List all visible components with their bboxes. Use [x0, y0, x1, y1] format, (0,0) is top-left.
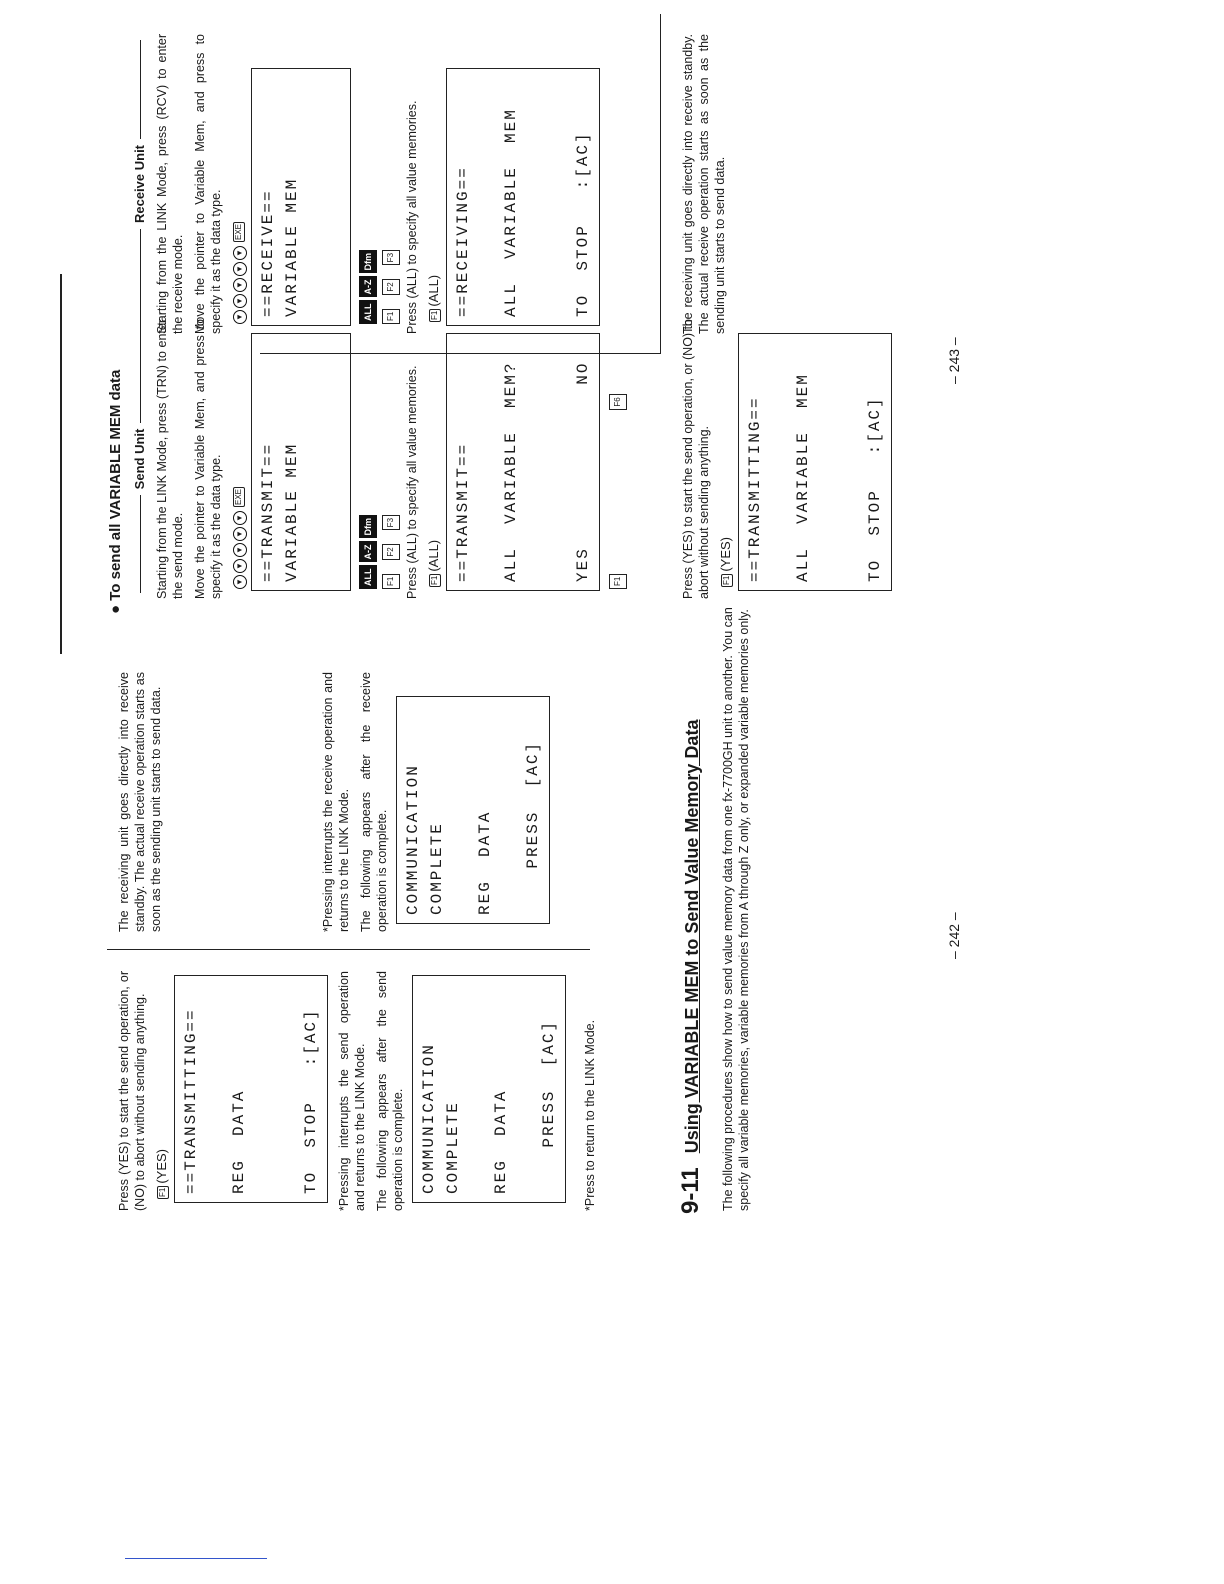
return-link-note: *Press to return to the LINK Mode. [583, 1019, 597, 1211]
receive-softkeys: ALLA-ZDfm [359, 34, 377, 324]
receive-standby-paragraph: The receiving unit goes directly into receive standby. The actual receive operation starts as soon as the sending unit starts to send data. [681, 34, 727, 334]
f1-key-icon: F1 [430, 310, 439, 320]
receive-all-paragraph: Press (ALL) to specify all value memories. [405, 100, 419, 334]
receive-standby-paragraph: The receiving unit goes directly into receive standby. The actual receive operation starts as soon as the sending unit starts to send data. [117, 672, 163, 932]
send-yes-paragraph: Press (YES) to start the send operation, or (NO) to abort without sending anything. [117, 971, 147, 1211]
down-arrow-icon: ▼ [233, 511, 247, 525]
send-all-paragraph: Press (ALL) to specify all value memories. [405, 365, 419, 599]
transmit-confirm-screen: ==TRANSMIT== ALL VARIABLE MEM? YES NO [446, 333, 600, 591]
interrupt-send-note: *Pressing interrupts the send operation and returns to the LINK Mode. [337, 971, 367, 1211]
send-yes-paragraph: Press (YES) to start the send operation, or (NO) to abort without sending anything. [681, 319, 711, 599]
down-arrow-icon: ▼ [233, 527, 247, 541]
left-column-divider [107, 949, 590, 950]
receive-standby-col [680, 34, 734, 334]
send-softkeys: ALLA-ZDfm [359, 319, 377, 589]
interrupt-receive-note: *Pressing interrupts the receive operation and returns to the LINK Mode. [321, 672, 351, 932]
f1-all-step: F1(ALL) [426, 274, 441, 320]
f1-key-icon: F1 [430, 575, 439, 585]
right-page-rule [660, 14, 661, 354]
spacer [170, 672, 320, 932]
section-number: 9-11 [677, 1167, 704, 1214]
transmit-type-screen: ==TRANSMIT== VARIABLE MEM [251, 333, 351, 591]
receive-pointer-paragraph: Move the pointer to Variable Mem, and press to specify it as the data type. [193, 34, 223, 334]
send-unit-col [130, 319, 631, 599]
page-number-243: – 243 – [946, 337, 962, 384]
send-complete-paragraph: The following appears after the send operation is complete. [375, 971, 405, 1211]
send-unit-title: Send Unit [132, 319, 148, 599]
transmitting-screen: ==TRANSMITTING== REG DATA TO STOP :[AC] [174, 975, 328, 1203]
left-col-2 [116, 672, 558, 932]
receive-unit-col [130, 34, 608, 334]
receive-complete-screen: COMMUNICATION COMPLETE REG DATA PRESS [AC] [396, 696, 550, 924]
section-heading [677, 574, 705, 1214]
send-fkeys: F1F2F3 [381, 319, 400, 589]
down-arrow-icon: ▼ [233, 575, 247, 589]
section-title: Using VARIABLE MEM to Send Value Memory Data [682, 719, 702, 1154]
down-arrow-icon: ▼ [233, 278, 247, 292]
bottom-blue-line [125, 1558, 267, 1559]
right-column-divider [260, 353, 660, 354]
exe-key-icon: EXE [234, 488, 243, 505]
send-trn-paragraph: Starting from the LINK Mode, press (TRN) to enter the send mode. [155, 319, 185, 599]
down-arrow-icon: ▼ [233, 294, 247, 308]
receive-fkeys: F1F2F3 [381, 34, 400, 324]
send-pointer-paragraph: Move the pointer to Variable Mem, and press to specify it as the data type. [193, 319, 223, 599]
send-fkeys-2: F1F6 [608, 319, 627, 589]
section-body: The following procedures show how to send value memory data from one fx-7700GH unit to another. You can specify all variable memories, variable memories from A through Z only, or expanded variable memories only. [721, 607, 751, 1211]
down-arrow-icon: ▼ [233, 310, 247, 324]
page-number-242: – 242 – [946, 912, 962, 959]
receive-type-screen: ==RECEIVE== VARIABLE MEM [251, 68, 351, 326]
f1-yes-step: F1(YES) [718, 536, 733, 585]
f1-yes-step: F1(YES) [154, 1148, 169, 1197]
exe-key-icon: EXE [234, 223, 243, 240]
left-col-1 [116, 971, 604, 1211]
transmitting-all-screen: ==TRANSMITTING== ALL VARIABLE MEM TO STOP :[AC] [738, 333, 892, 591]
down-arrow-icon: ▼ [233, 246, 247, 260]
send-yes-col [680, 319, 900, 599]
f1-key-icon: F1 [722, 575, 731, 585]
down-arrow-icon: ▼ [233, 262, 247, 276]
down-arrow-icon: ▼ [233, 543, 247, 557]
f1-key-icon: F1 [158, 1187, 167, 1197]
receive-complete-paragraph: The following appears after the receive operation is complete. [359, 672, 389, 932]
receiving-screen: ==RECEIVING== ALL VARIABLE MEM TO STOP :[AC] [446, 68, 600, 326]
receive-rcv-paragraph: Starting from the LINK Mode, press (RCV) to enter the receive mode. [155, 34, 185, 334]
receive-unit-title: Receive Unit [132, 34, 148, 334]
right-page-heading: ● To send all VARIABLE MEM data [107, 369, 124, 614]
arrow-keys [230, 34, 247, 324]
send-complete-screen: COMMUNICATION COMPLETE REG DATA PRESS [AC] [412, 975, 566, 1203]
page-spine [60, 274, 62, 654]
arrow-keys [230, 319, 247, 589]
down-arrow-icon: ▼ [233, 559, 247, 573]
f1-all-step: F1(ALL) [426, 539, 441, 585]
